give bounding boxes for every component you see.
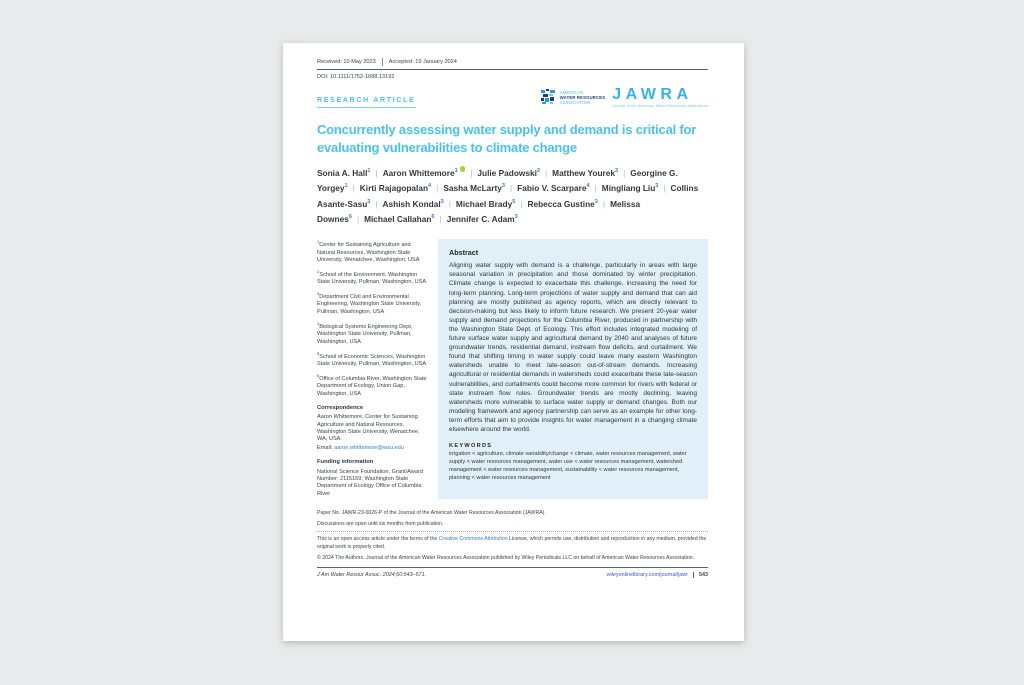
author-separator: | — [448, 198, 451, 209]
author-name: Melissa Downes — [317, 198, 641, 224]
correspondence-text: Aaron Whittemore, Center for Sustaining Agriculture and Natural Resources, Washington State University, Wenatchee, WA, USA. — [317, 414, 420, 443]
author — [602, 183, 659, 193]
author — [317, 168, 371, 178]
author — [383, 168, 466, 178]
affiliation-item: $^4$Biological Systems Engineering Dept, Washington State University, Pullman, Washington, USA — [317, 320, 413, 345]
author-name: Michael Callahan — [364, 213, 432, 224]
author-name: Sonia A. Hall — [317, 167, 368, 178]
funding-text: National Science Foundation, Grant/Award Number: 2115169; Washington State Department of Ecology Office of Columbia River — [317, 468, 423, 497]
author-name: Collins Asante-Sasu — [317, 183, 699, 209]
orcid-icon[interactable] — [460, 166, 466, 172]
abstract-text: Aligning water supply with demand is a challenge, particularly in areas with large seasonal variation in precipitation and those dominated by winter precipitation. Climate change is expected to exacerbate this challenge, increasing the need for long-term planning. Long-term projections of water supply and demand that can aid planning are mostly published as agency reports, which are directly relevant to decision-making but less likely to inform future research. We present 20-year water supply and demand projections for the Columbia River, produced in partnership with the Washington State Dept. of Ecology. This effort includes integrated modeling of future surface water supply and agricultural demand by 2040 and analyses of future groundwater trends, residential demand, instream flow deficits, and curtailment. We found that shifting timing in water supply could leave many eastern Washington watersheds unable to meet late-season out-of-stream demands. Increasing agricultural or residential demands in watersheds could exacerbate these late-season vulnerabilities, and curtailments could become more common for rivers with federal or state instream flow rules. Groundwater trends are mostly declining, leaving watersheds more vulnerable to surface water supply or demand changes. Both our modeling framework and agency partnership can serve as an example for other long-term efforts that aim to provide insights for water management in a changing climate elsewhere around the world. — [449, 262, 697, 433]
author-separator: | — [663, 183, 666, 194]
author-separator: | — [375, 198, 378, 209]
email-label: Email: — [317, 444, 335, 451]
author — [383, 199, 444, 209]
author-affiliation-superscript: 1 — [344, 183, 348, 190]
author-name: Mingliang Liu — [601, 183, 656, 194]
awra-org-line3: ASSOCIATION — [559, 99, 591, 105]
author-affiliation-superscript: 5 — [512, 198, 516, 205]
affiliation-item: $^2$School of the Environment, Washington State University, Pullman, Washington, USA — [317, 268, 427, 286]
body-columns — [317, 239, 708, 499]
article-page — [283, 43, 744, 641]
affiliation-item: $^3$Department Civil and Environmental Engineering, Washington State University, Pullman, Washington, USA — [317, 291, 422, 315]
author-separator: | — [352, 183, 355, 194]
author — [443, 183, 505, 193]
author-separator: | — [470, 167, 473, 178]
jawra-tagline: Journal of the American Water Resources Association — [612, 104, 708, 108]
author-separator: | — [623, 167, 626, 178]
correspondence-email-row — [317, 445, 429, 452]
footer-row — [317, 572, 708, 578]
author-name: Michael Brady — [455, 198, 513, 209]
author-affiliation-superscript: 3 — [501, 183, 506, 190]
author — [360, 183, 431, 193]
author-affiliation-superscript: 1 — [454, 168, 458, 175]
author-list — [317, 166, 708, 227]
author-separator: | — [356, 213, 360, 224]
author-separator: | — [436, 183, 439, 194]
journal-brand — [541, 87, 708, 109]
author-name: Georgine G. Yorgey — [317, 167, 678, 194]
received-date: Received: 10 May 2023 — [317, 59, 376, 65]
affiliation-list — [317, 239, 429, 398]
journal-citation: J Am Water Resour Assoc. 2024;60:543–571. — [317, 571, 427, 578]
abstract-panel — [438, 239, 708, 499]
author-affiliation-superscript: 2 — [536, 168, 540, 175]
article-info-sidebar — [317, 239, 429, 499]
author — [447, 214, 518, 224]
author-separator: | — [375, 167, 378, 178]
creative-commons-link[interactable]: Creative Commons Attribution — [438, 536, 508, 543]
author-separator: | — [439, 213, 442, 224]
awra-org-line1: AMERICAN — [559, 89, 584, 95]
received-accepted-row — [317, 58, 708, 66]
dates-divider — [382, 58, 383, 66]
funding-section — [317, 459, 429, 498]
author-affiliation-superscript: 3 — [594, 198, 598, 205]
correspondence-heading: Correspondence — [317, 404, 364, 411]
correspondence-section — [317, 405, 429, 452]
author-name: Kirti Rajagopalan — [359, 183, 429, 194]
article-title: Concurrently assessing water supply and demand is critical for evaluating vulnerabilities to climate change — [317, 122, 697, 156]
author-affiliation-superscript: 6 — [431, 214, 435, 221]
author-affiliation-superscript: 6 — [348, 214, 352, 221]
paper-number-note: Paper No. JAWR-23-0026-P of the Journal of the American Water Resources Association (JAWRA). — [317, 510, 546, 517]
author — [477, 168, 540, 178]
awra-org-line2: WATER RESOURCES — [559, 94, 606, 100]
author-name: Aaron Whittemore — [382, 167, 455, 178]
author-name: Matthew Yourek — [552, 167, 616, 178]
awra-org-name — [560, 90, 606, 105]
author-affiliation-superscript: 4 — [428, 183, 432, 190]
keywords-heading: KEYWORDS — [449, 443, 493, 450]
footer-right — [607, 572, 708, 578]
author — [527, 199, 597, 209]
author-name: Jennifer C. Adam — [446, 213, 515, 224]
author — [456, 199, 515, 209]
wiley-online-library-link[interactable]: wileyonlinelibrary.com/journal/jawr — [606, 571, 688, 578]
copyright-statement: © 2024 The Authors. Journal of the American Water Resources Association published by Wiley Periodicals LLC on behalf of American Water Resources Association. — [317, 555, 695, 561]
affiliation-item: $^1$Center for Sustaining Agriculture and Natural Resources, Washington State University, Wenatchee, Washington, USA — [317, 239, 420, 264]
header-rule — [317, 69, 708, 70]
author-name: Ashish Kondal — [382, 198, 441, 209]
author-affiliation-superscript: 3 — [655, 183, 659, 190]
affiliation-item: $^5$School of Economic Sciences, Washington State University, Pullman, Washington, USA — [317, 350, 427, 367]
author-affiliation-superscript: 3 — [514, 214, 518, 221]
author-name: Julie Padowski — [477, 167, 537, 178]
author-name: Fabio V. Scarpare — [517, 183, 587, 194]
author-separator: | — [602, 198, 606, 209]
jawra-wordmark — [612, 87, 708, 109]
abstract-heading: Abstract — [449, 248, 479, 258]
keywords-text: irrigation < agriculture, climate variability/change < climate, water resources management, water supply < water resources management, water use < water resources management, watershed management < water resources management, sustainability < water resources management, planning < water resources management — [449, 451, 687, 481]
oa-text-after: License, which permits use, distribution and reproduction in any medium, provided the original work is properly cited. — [317, 536, 707, 551]
page-number: 543 — [693, 572, 708, 578]
open-access-statement — [317, 535, 708, 551]
article-type-label: RESEARCH ARTICLE — [317, 97, 416, 108]
jawra-acronym: JAWRA — [612, 85, 693, 103]
affiliation-item: $^6$Office of Columbia River, Washington State Department of Ecology, Union Gap, Washington, USA — [317, 372, 427, 397]
author — [517, 183, 589, 193]
doi-text: DOI: 10.1111/1752-1688.13192 — [317, 73, 395, 80]
author-separator: | — [594, 183, 597, 194]
footer-rule — [317, 567, 708, 568]
awra-logo-icon — [541, 89, 557, 105]
author-name: Sasha McLarty — [443, 183, 502, 194]
author-separator: | — [510, 183, 513, 194]
accepted-date: Accepted: 19 January 2024 — [388, 59, 457, 65]
author-affiliation-superscript: 3 — [615, 168, 619, 175]
email-link[interactable]: aaron.whittemore@wsu.edu — [334, 444, 404, 451]
author-separator: | — [520, 198, 523, 209]
author — [552, 168, 618, 178]
author-separator: | — [545, 167, 548, 178]
discussions-note: Discussions are open until six months from publication. — [317, 520, 444, 527]
author-affiliation-superscript: 3 — [440, 198, 444, 205]
dotted-divider — [317, 531, 708, 532]
author-name: Rebecca Gustine — [527, 198, 595, 209]
author — [364, 214, 434, 224]
oa-text-before: This is an open access article under the terms of the — [317, 536, 439, 543]
masthead-row — [317, 87, 708, 109]
footnote-block — [317, 510, 708, 528]
author-affiliation-superscript: 3 — [367, 198, 371, 205]
author-affiliation-superscript: 1 — [367, 168, 371, 175]
author-affiliation-superscript: 4 — [586, 183, 590, 190]
funding-heading: Funding information — [317, 459, 374, 466]
